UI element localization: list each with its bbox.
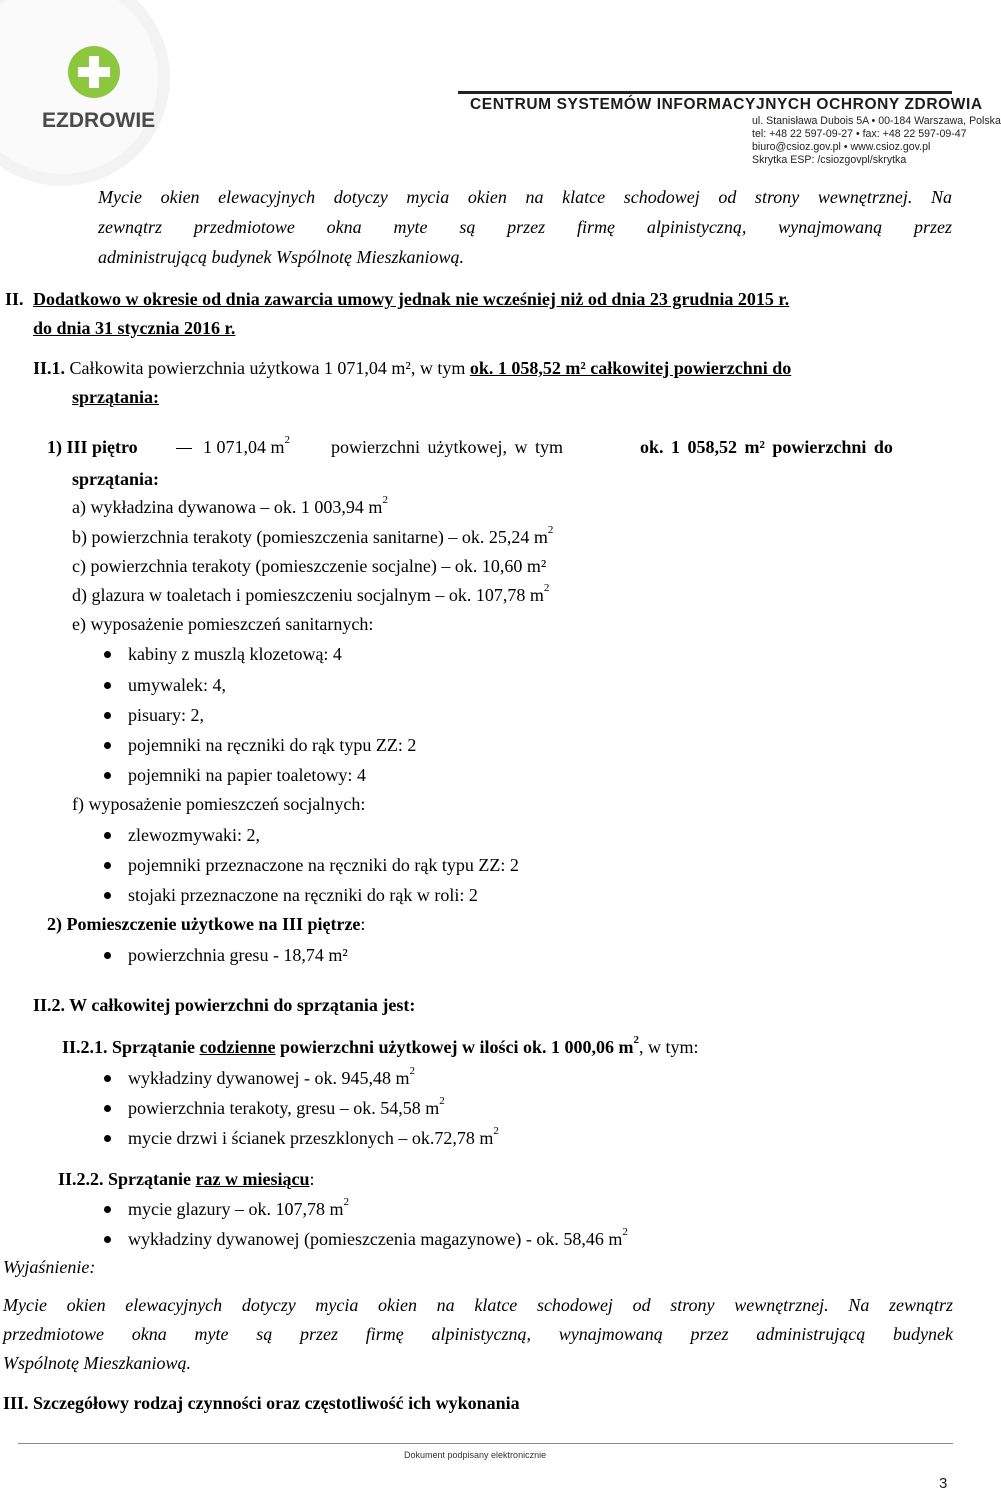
bullet: [104, 712, 111, 719]
footer-signature-note: Dokument podpisany elektronicznie: [404, 1450, 547, 1460]
list-item: wykładziny dywanowej (pomieszczenia magazynowe) - ok. 58,46 $m^2$: [128, 1226, 628, 1249]
floor-3-line-2: sprzątania:: [72, 469, 159, 489]
intro-line-2: zewnątrz przedmiotowe okna myte są przez firmę alpinistyczną, wynajmowaną przez: [98, 217, 952, 237]
bullet: [104, 832, 111, 839]
section-2-2-title: II.2. W całkowitej powierzchni do sprzątania jest:: [33, 995, 416, 1015]
bullet: [104, 862, 111, 869]
floor-3-area-text: powierzchni użytkowej, w tym: [331, 437, 563, 457]
header-rule: [458, 91, 952, 94]
bullet: [104, 651, 111, 658]
utility-room-title: 2) Pomieszczenie użytkowe na III piętrze:: [47, 914, 366, 934]
section-2-1-cleaning-area: ok. 1 058,52 m² całkowitej powierzchni do: [469, 358, 792, 378]
list-item: kabiny z muszlą klozetową: 4: [128, 644, 342, 664]
list-item: mycie drzwi i ścianek przeszklonych – ok.72,78 $m^2$: [128, 1125, 499, 1148]
floor-3-area: 1 071,04 $m^2$: [203, 434, 291, 457]
list-item: pojemniki na papier toaletowy: 4: [128, 765, 366, 785]
bullet: [104, 952, 111, 959]
floor-3-label: 1) III piętro: [47, 437, 138, 457]
contact-email: biuro@csioz.gov.pl • www.csioz.gov.pl: [752, 141, 931, 153]
bullet: [104, 1105, 111, 1112]
floor-3-cleaning-area: ok. 1 058,52 m² powierzchni do: [640, 437, 893, 457]
list-item: zlewozmywaki: 2,: [128, 825, 260, 845]
bullet: [104, 1206, 111, 1213]
section-2-1-text: Całkowita powierzchnia użytkowa 1 071,04 m², w tym: [69, 358, 466, 378]
section-2-2-2-title: II.2.2. Sprzątanie raz w miesiącu:: [58, 1169, 315, 1189]
section-2-2-1-title: II.2.1. Sprzątanie codzienne powierzchni użytkowej w ilości ok. 1 000,06 $m^2$, w tym:: [62, 1034, 699, 1057]
list-item: wykładziny dywanowej - ok. 945,48 $m^2$: [128, 1065, 415, 1088]
bullet: [104, 1236, 111, 1243]
organization-name: CENTRUM SYSTEMÓW INFORMACYJNYCH OCHRONY ZDROWIA: [470, 96, 983, 113]
section-3-title: III. Szczegółowy rodzaj czynności oraz częstotliwość ich wykonania: [3, 1393, 520, 1413]
explanation-line-2: przedmiotowe okna myte są przez firmę alpinistyczną, wynajmowaną przez administrującą budynek: [3, 1324, 953, 1344]
footer-rule: [18, 1443, 953, 1444]
page-number: 3: [939, 1475, 948, 1492]
area-c: c) powierzchnia terakoty (pomieszczenie socjalne) – ok. 10,60 m²: [72, 556, 547, 576]
logo-text: EZDROWIE: [42, 109, 156, 132]
area-d: d) glazura w toaletach i pomieszczeniu socjalnym – ok. 107,78 $m^2$: [72, 582, 550, 605]
contact-esp: Skrytka ESP: /csiozgovpl/skrytka: [752, 154, 907, 166]
bullet: [104, 1135, 111, 1142]
list-item: pojemniki na ręczniki do rąk typu ZZ: 2: [128, 735, 417, 755]
list-item: powierzchnia gresu - 18,74 m²: [128, 945, 348, 965]
list-item: powierzchnia terakoty, gresu – ok. 54,58 $m^2$: [128, 1095, 445, 1118]
list-item: mycie glazury – ok. 107,78 $m^2$: [128, 1196, 349, 1219]
section-2-1-line: [33, 358, 791, 380]
section-2-title-2: do dnia 31 stycznia 2016 r.: [33, 318, 236, 338]
explanation-line-1: Mycie okien elewacyjnych dotyczy mycia okien na klatce schodowej od strony wewnętrznej. Na zewnątrz: [3, 1295, 953, 1315]
bullet: [104, 742, 111, 749]
contact-address: ul. Stanisława Dubois 5A • 00-184 Warszawa, Polska: [752, 115, 1001, 127]
section-2-title-1: Dodatkowo w okresie od dnia zawarcia umowy jednak nie wcześniej niż od dnia 23 grudnia 2015 r.: [33, 289, 790, 309]
section-2-number: II.: [5, 289, 24, 309]
explanation-label: Wyjaśnienie:: [3, 1257, 96, 1277]
list-item: pojemniki przeznaczone na ręczniki do rąk typu ZZ: 2: [128, 855, 519, 875]
social-equipment-title: f) wyposażenie pomieszczeń socjalnych:: [72, 794, 366, 814]
list-item: stojaki przeznaczone na ręczniki do rąk w roli: 2: [128, 885, 478, 905]
sanitary-equipment-title: e) wyposażenie pomieszczeń sanitarnych:: [72, 614, 374, 634]
bullet: [104, 1075, 111, 1082]
explanation-line-3: Wspólnotę Mieszkaniową.: [3, 1353, 191, 1373]
area-a: a) wykładzina dywanowa – ok. 1 003,94 $m^2$: [72, 494, 388, 517]
section-2-1-line-2: sprzątania:: [72, 387, 159, 407]
section-2-1-number: II.1.: [33, 358, 66, 378]
intro-line-1: Mycie okien elewacyjnych dotyczy mycia okien na klatce schodowej od strony wewnętrznej. Na: [98, 187, 952, 207]
intro-line-3: administrującą budynek Wspólnotę Mieszkaniową.: [98, 247, 464, 267]
bullet: [104, 682, 111, 689]
bullet: [104, 892, 111, 899]
list-item: pisuary: 2,: [128, 705, 204, 725]
contact-phone: tel: +48 22 597-09-27 • fax: +48 22 597-09-47: [752, 128, 967, 140]
ezdrowie-logo: [0, 0, 200, 185]
list-item: umywalek: 4,: [128, 675, 226, 695]
bullet: [104, 772, 111, 779]
area-b: b) powierzchnia terakoty (pomieszczenia sanitarne) – ok. 25,24 $m^2$: [72, 524, 554, 547]
floor-3-dash: [176, 448, 192, 449]
